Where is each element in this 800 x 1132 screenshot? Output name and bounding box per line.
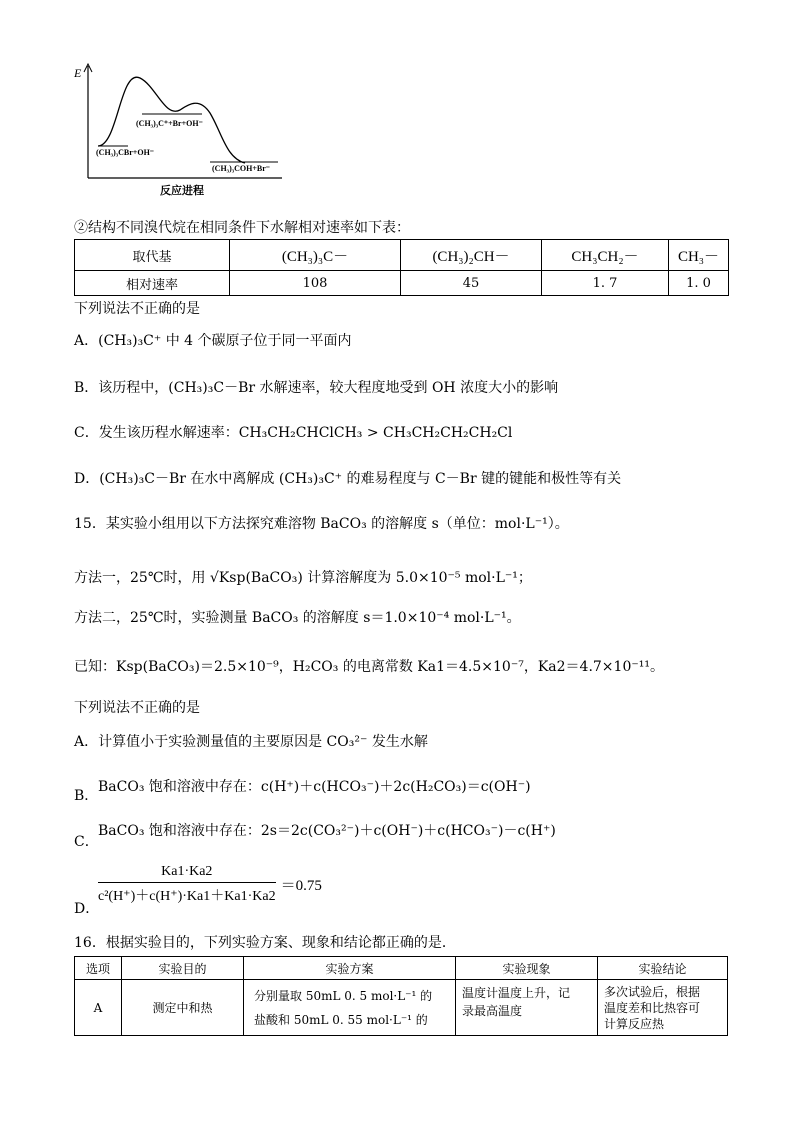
rate-table-header-rate: 相对速率	[75, 271, 230, 296]
q15-known: 已知：Ksp(BaCO₃)＝2.5×10⁻⁹，H₂CO₃ 的电离常数 Ka1＝4.5×10⁻⁷，Ka2＝4.7×10⁻¹¹。	[74, 659, 664, 675]
q14-option-c: C．发生该历程水解速率：CH₃CH₂CHClCH₃ > CH₃CH₂CH₂CH₂Cl	[74, 425, 513, 441]
q16-row-purpose: 测定中和热	[122, 980, 244, 1036]
product-label: (CH₃)₃COH+Br⁻	[212, 164, 271, 173]
x-axis-label: 反应进程	[160, 184, 204, 197]
rate-table	[74, 239, 729, 296]
q16-conclusion-line-1: 多次试验后，根据	[604, 984, 701, 999]
q14-stem: 下列说法不正确的是	[74, 301, 200, 317]
q16-plan-line-1: 分别量取 50mL 0. 5 mol·L⁻¹ 的	[254, 988, 433, 1003]
q15-option-d-fraction	[98, 864, 276, 905]
rate-intro: ②结构不同溴代烷在相同条件下水解相对速率如下表：	[74, 220, 410, 236]
rate-table-group-4: CH₃－	[669, 240, 729, 271]
q15-option-d-label: D．	[74, 901, 100, 917]
rate-table-header-group: 取代基	[75, 240, 230, 271]
rate-table-group-3: CH₃CH₂－	[542, 240, 669, 271]
q16-phenomenon-line-1: 温度计温度上升，记	[462, 986, 571, 1000]
q16-header-option: 选项	[75, 957, 122, 980]
q15-option-a: A．计算值小于实验测量值的主要原因是 CO₃²⁻ 发生水解	[74, 734, 428, 750]
q15-option-d-expression	[98, 864, 322, 905]
q16-header-purpose: 实验目的	[122, 957, 244, 980]
q15-option-b-label: B．	[74, 788, 99, 804]
fraction-equals: ＝0.75	[280, 878, 322, 894]
q15-option-c: BaCO₃ 饱和溶液中存在：2s＝2c(CO₃²⁻)＋c(OH⁻)＋c(HCO₃⁻)－c(H⁺)	[98, 823, 556, 839]
q16-stem: 16．根据实验目的，下列实验方案、现象和结论都正确的是．	[74, 935, 456, 951]
energy-diagram	[70, 58, 290, 198]
fraction-denominator: c²(H⁺)＋c(H⁺)·Ka1＋Ka1·Ka2	[98, 889, 276, 904]
rate-table-rate-4: 1. 0	[669, 271, 729, 296]
intermediate-label: (CH₃)₃C⁺+Br+OH⁻	[136, 119, 203, 128]
q16-row-conclusion	[598, 980, 728, 1036]
q16-header-conclusion: 实验结论	[598, 957, 728, 980]
q15-stem-2: 下列说法不正确的是	[74, 700, 200, 716]
q16-row-option: A	[75, 980, 122, 1036]
q15-method-2: 方法二，25℃时，实验测量 BaCO₃ 的溶解度 s＝1.0×10⁻⁴ mol·L⁻¹。	[74, 610, 521, 626]
q16-phenomenon-line-2: 录最高温度	[462, 1004, 523, 1018]
q16-row-plan	[244, 980, 456, 1036]
q16-header-phenomenon: 实验现象	[456, 957, 598, 980]
q14-option-b: B．该历程中，(CH₃)₃C－Br 水解速率，较大程度地受到 OH 浓度大小的影响	[74, 380, 559, 396]
q16-header-plan: 实验方案	[244, 957, 456, 980]
q14-option-a: A．(CH₃)₃C⁺ 中 4 个碳原子位于同一平面内	[74, 333, 352, 349]
energy-diagram-svg	[70, 58, 290, 198]
rate-table-rate-1: 108	[230, 271, 401, 296]
q15-option-b: BaCO₃ 饱和溶液中存在：c(H⁺)＋c(HCO₃⁻)＋2c(H₂CO₃)＝c(OH⁻)	[98, 779, 531, 795]
q14-option-d: D．(CH₃)₃C－Br 在水中离解成 (CH₃)₃C⁺ 的难易程度与 C－Br 键的键能和极性等有关	[74, 471, 622, 487]
q15-method-1: 方法一，25℃时，用 √Ksp(BaCO₃) 计算溶解度为 5.0×10⁻⁵ mol·L⁻¹；	[74, 570, 532, 586]
rate-table-rate-2: 45	[401, 271, 542, 296]
q16-row-phenomenon	[456, 980, 598, 1036]
y-axis-label: E	[74, 66, 82, 80]
q15-stem: 15．某实验小组用以下方法探究难溶物 BaCO₃ 的溶解度 s（单位：mol·L⁻¹）。	[74, 516, 569, 532]
rate-table-rate-3: 1. 7	[542, 271, 669, 296]
q16-table	[74, 956, 728, 1036]
rate-table-group-1: (CH₃)₃C－	[230, 240, 401, 271]
q16-plan-line-2: 盐酸和 50mL 0. 55 mol·L⁻¹ 的	[254, 1012, 428, 1027]
q15-option-c-label: C．	[74, 834, 99, 850]
reactant-label: (CH₃)₃CBr+OH⁻	[96, 148, 155, 157]
fraction-numerator: Ka1·Ka2	[98, 864, 276, 883]
q16-conclusion-line-2: 温度差和比热容可	[604, 1000, 701, 1015]
q16-conclusion-line-3: 计算反应热	[604, 1016, 665, 1031]
rate-table-group-2: (CH₃)₂CH－	[401, 240, 542, 271]
